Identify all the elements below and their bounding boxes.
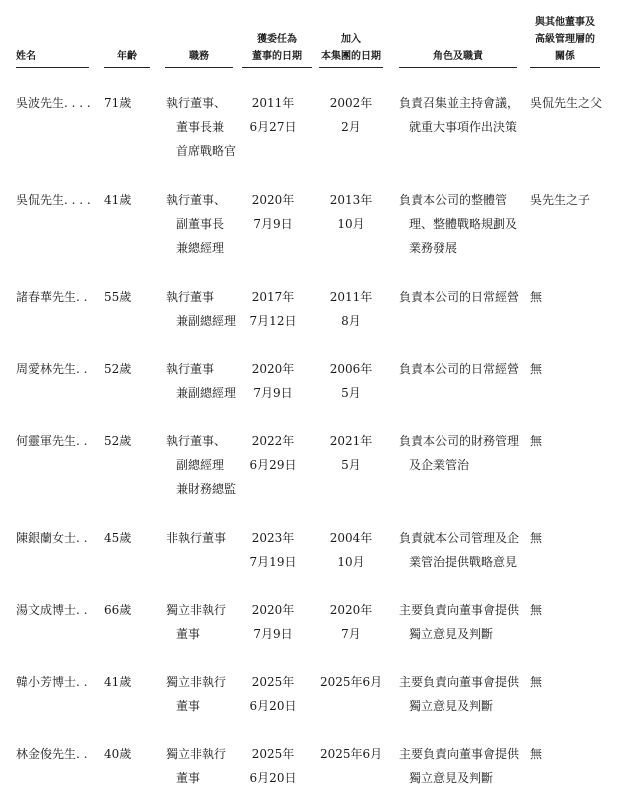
cell-name: 吳侃先生. . . . — [16, 193, 91, 207]
cell-name: 吳波先生. . . . — [16, 96, 91, 110]
cell-roles: 主要負責向董事會提供 獨立意見及判斷 — [399, 747, 520, 785]
header-name: 姓名 — [16, 48, 89, 65]
cell-position: 執行董事、 副董事長 兼總經理 — [166, 193, 227, 255]
cell-position: 執行董事、 副總經理 兼財務總監 — [166, 434, 237, 496]
cell-relationship: 無 — [530, 675, 543, 689]
header-joined: 加入 本集團的日期 — [319, 31, 383, 65]
cell-relationship: 吳侃先生之父 — [530, 96, 603, 110]
cell-age: 41歲 — [104, 193, 132, 207]
cell-appointed: 2011年 6月27日 — [249, 96, 297, 134]
cell-age: 52歲 — [104, 362, 132, 376]
cell-age: 55歲 — [104, 290, 132, 304]
cell-joined: 2025年6月 — [320, 747, 383, 761]
cell-roles: 負責本公司的日常經營 — [399, 290, 520, 304]
header-appointed: 獲委任為 董事的日期 — [242, 31, 312, 65]
cell-relationship: 無 — [530, 362, 543, 376]
cell-position: 非執行董事 — [166, 531, 227, 545]
cell-name: 諸春華先生. . — [16, 290, 88, 304]
cell-joined: 2011年 8月 — [329, 290, 373, 328]
cell-position: 執行董事 兼副總經理 — [166, 362, 237, 400]
cell-joined: 2002年 2月 — [329, 96, 373, 134]
cell-roles: 負責本公司的財務管理 及企業管治 — [399, 434, 520, 472]
cell-appointed: 2020年 7月9日 — [251, 362, 295, 400]
cell-roles: 負責本公司的整體管 理、整體戰略規劃及 業務發展 — [399, 193, 518, 255]
cell-relationship: 無 — [530, 747, 543, 761]
cell-joined: 2013年 10月 — [329, 193, 373, 231]
cell-roles: 負責本公司的日常經營 — [399, 362, 520, 376]
cell-relationship: 無 — [530, 603, 543, 617]
cell-joined: 2006年 5月 — [329, 362, 373, 400]
cell-age: 71歲 — [104, 96, 132, 110]
cell-joined: 2021年 5月 — [329, 434, 373, 472]
cell-appointed: 2017年 7月12日 — [249, 290, 297, 328]
cell-appointed: 2020年 7月9日 — [251, 193, 295, 231]
cell-appointed: 2025年 6月20日 — [249, 747, 297, 785]
header-roles: 角色及職責 — [399, 48, 517, 65]
cell-appointed: 2025年 6月20日 — [249, 675, 297, 713]
cell-age: 41歲 — [104, 675, 132, 689]
header-relationship: 與其他董事及 高級管理層的 關係 — [530, 14, 600, 65]
cell-roles: 主要負責向董事會提供 獨立意見及判斷 — [399, 675, 520, 713]
cell-name: 湯文成博士. . — [16, 603, 88, 617]
cell-position: 獨立非執行 董事 — [166, 603, 227, 641]
cell-name: 何靈軍先生. . — [16, 434, 88, 448]
cell-name: 陳銀蘭女士. . — [16, 531, 88, 545]
cell-position: 獨立非執行 董事 — [166, 675, 227, 713]
cell-relationship: 無 — [530, 290, 543, 304]
cell-position: 執行董事、 董事長兼 首席戰略官 — [166, 96, 237, 158]
header-position: 職務 — [165, 48, 233, 65]
cell-joined: 2004年 10月 — [329, 531, 373, 569]
cell-relationship: 無 — [530, 434, 543, 448]
cell-joined: 2020年 7月 — [329, 603, 373, 641]
cell-roles: 負責召集並主持會議， 就重大事項作出決策 — [399, 96, 520, 134]
cell-position: 獨立非執行 董事 — [166, 747, 227, 785]
cell-age: 45歲 — [104, 531, 132, 545]
cell-roles: 負責就本公司管理及企 業管治提供戰略意見 — [399, 531, 520, 569]
cell-relationship: 吳先生之子 — [530, 193, 591, 207]
cell-appointed: 2022年 6月29日 — [249, 434, 297, 472]
header-age: 年齡 — [104, 48, 150, 65]
cell-relationship: 無 — [530, 531, 543, 545]
cell-position: 執行董事 兼副總經理 — [166, 290, 237, 328]
cell-joined: 2025年6月 — [320, 675, 383, 689]
cell-name: 林金俊先生. . — [16, 747, 88, 761]
cell-roles: 主要負責向董事會提供 獨立意見及判斷 — [399, 603, 520, 641]
cell-age: 52歲 — [104, 434, 132, 448]
cell-age: 40歲 — [104, 747, 132, 761]
cell-name: 韓小芳博士. . — [16, 675, 88, 689]
cell-appointed: 2023年 7月19日 — [249, 531, 297, 569]
cell-appointed: 2020年 7月9日 — [251, 603, 295, 641]
cell-name: 周愛林先生. . — [16, 362, 88, 376]
cell-age: 66歲 — [104, 603, 132, 617]
